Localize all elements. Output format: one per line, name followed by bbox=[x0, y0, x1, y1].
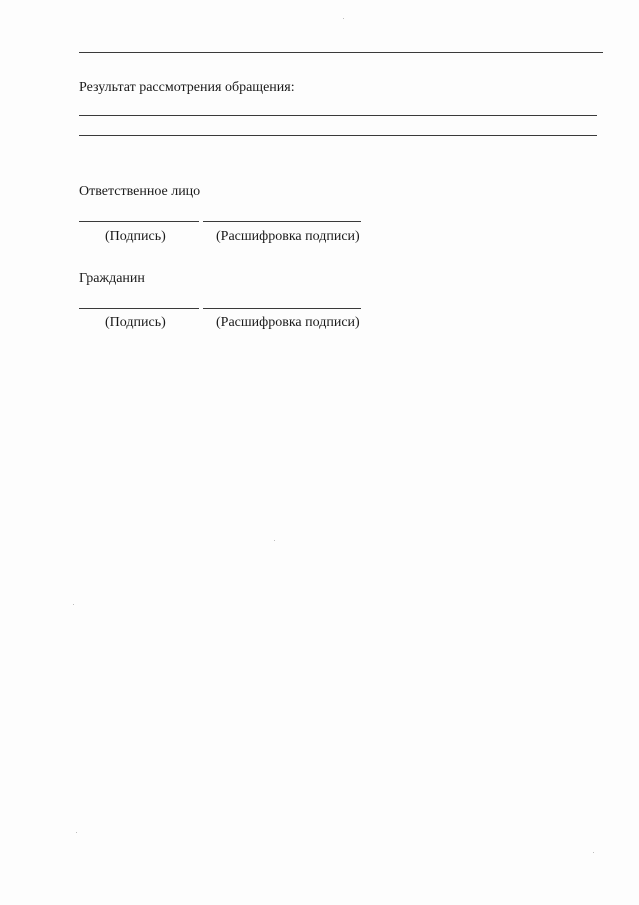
top-rule bbox=[79, 52, 603, 53]
citizen-decoding-caption: (Расшифровка подписи) bbox=[216, 315, 360, 330]
scan-speck bbox=[593, 852, 594, 853]
result-line-1 bbox=[79, 115, 597, 116]
result-label: Результат рассмотрения обращения: bbox=[79, 80, 295, 95]
responsible-signature-line bbox=[79, 221, 199, 222]
scan-speck bbox=[274, 540, 275, 541]
citizen-signature-line bbox=[79, 308, 199, 309]
responsible-decoding-caption: (Расшифровка подписи) bbox=[216, 229, 360, 244]
scan-speck bbox=[343, 18, 344, 19]
scan-speck bbox=[76, 832, 77, 833]
scan-speck bbox=[73, 604, 74, 605]
responsible-decoding-line bbox=[203, 221, 361, 222]
citizen-decoding-line bbox=[203, 308, 361, 309]
citizen-signature-caption: (Подпись) bbox=[105, 315, 166, 330]
result-line-2 bbox=[79, 135, 597, 136]
citizen-label: Гражданин bbox=[79, 271, 145, 286]
responsible-signature-caption: (Подпись) bbox=[105, 229, 166, 244]
responsible-label: Ответственное лицо bbox=[79, 184, 201, 199]
